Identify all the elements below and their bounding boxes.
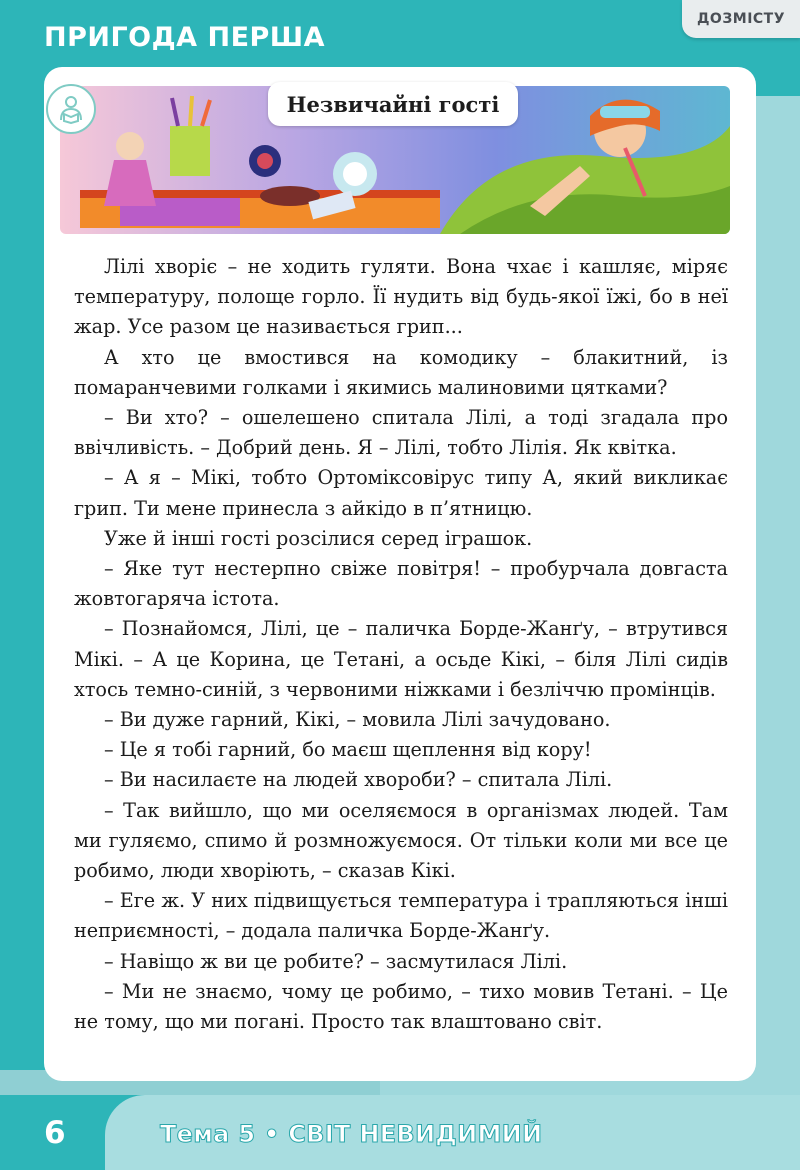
story-paragraph: – А я – Мікі, тобто Ортоміксовірус типу А, який викликає грип. Ти мене принесла з айкідо в п’ятницю. <box>74 466 728 520</box>
story-paragraph: – Ви хто? – ошелешено спитала Лілі, а тоді згадала про ввічливість. – Добрий день. Я – Лілі, тобто Лілія. Як квітка. <box>74 406 728 460</box>
story-title: Незвичайні гості <box>268 82 518 126</box>
story-paragraph: А хто це вмостився на комодику – блакитний, із помаранчевими голками і якимись малиновими цятками? <box>74 345 728 399</box>
story-paragraph: – Яке тут нестерпно свіже повітря! – пробурчала довгаста жовтогаряча істота. <box>74 557 728 611</box>
story-paragraph: – Еге ж. У них підвищується температура і трапляються інші неприємності, – додала паличка Борде-Жанґу. <box>74 889 728 943</box>
story-paragraph: – Навіщо ж ви це робите? – засмутилася Лілі. <box>104 949 568 973</box>
story-paragraph: – Ми не знаємо, чому це робимо, – тихо мовив Тетані. – Це не тому, що ми погані. Просто так влаштовано світ. <box>74 979 728 1034</box>
story-paragraph: – Це я тобі гарний, бо маєш щеплення від кору! <box>104 738 592 762</box>
story-paragraph: Лілі хворіє – не ходить гуляти. Вона чхає і кашляє, міряє температуру, полоще горло. Її нудить від будь-якої їжі, бо в неї жар. Усе разом це називається грип... <box>74 255 728 339</box>
topic-label: Тема 5 • СВІТ НЕВИДИМИЙ <box>160 1120 543 1148</box>
page-number: 6 <box>44 1115 66 1151</box>
story-paragraph: – Ви дуже гарний, Кікі, – мовила Лілі зачудовано. <box>104 708 611 732</box>
story-paragraph: Уже й інші гості розсілися серед іграшок. <box>104 526 533 550</box>
story-paragraph: – Так вийшло, що ми оселяємося в організмах людей. Там ми гуляємо, спимо й розмножуємося. От тільки коли ми все це робимо, люди хворіють, – сказав Кікі. <box>74 798 728 883</box>
section-title: ПРИГОДА ПЕРША <box>44 22 326 53</box>
table-of-contents-button[interactable]: ДОЗМІСТУ <box>682 0 800 38</box>
reading-child-icon <box>46 84 96 134</box>
story-text <box>74 252 728 1037</box>
story-paragraph: – Познайомся, Лілі, це – паличка Борде-Жанґу, – втрутився Мікі. – А це Корина, це Тетані, а осьде Кікі, – біля Лілі сидів хтось темно-синій, з червоними ніжками і безліччю промінців. <box>74 617 728 701</box>
story-paragraph: – Ви насилаєте на людей хвороби? – спитала Лілі. <box>104 768 613 792</box>
